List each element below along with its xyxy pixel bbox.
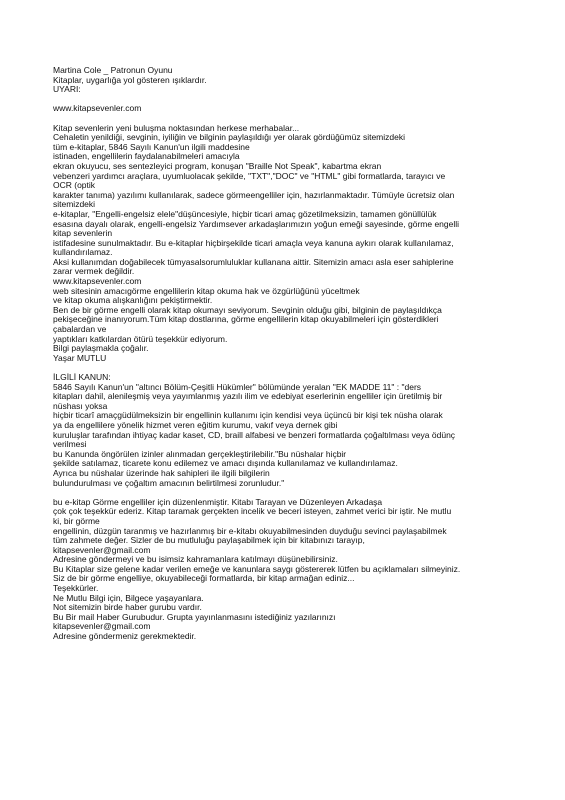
text-line: engellinin, düzgün taranmış ve hazırlanmış bir e-kitabı okuyabilmesinden duyduğu sevinci paylaşabilmek <box>53 525 447 536</box>
text-line: zarar vermek değildir. <box>53 266 135 277</box>
site-url: www.kitapsevenler.com <box>53 103 142 114</box>
text-line: Aksi kullanımdan doğabilecek tümyasalsorumluluklar kullanana aittir. Sitemizin amacı asla eser sahiplerine <box>53 256 454 267</box>
text-line: OCR (optik <box>53 180 96 191</box>
text-line: ekran okuyucu, ses sentezleyici program, konuşan "Braille Not Speak", kabartma ekran <box>53 160 382 171</box>
text-line: bulundurulması ve çoğaltım amacının belirtilmesi zorunludur." <box>53 477 285 488</box>
text-line: esasına dayalı olarak, engelli-engelsiz Yardımsever arkadaşlarımızın yoğun emeği sayesinde, görme engelli <box>53 218 460 229</box>
text-line: tüm e-kitaplar, 5846 Sayılı Kanun'un ilgili maddesine <box>53 141 250 152</box>
text-line: Bu Kitaplar size gelene kadar verilen emeğe ve kanunlara saygı göstererek lütfen bu açıklamaları silmeyiniz. <box>53 563 461 574</box>
text-line: şekilde satılamaz, ticarete konu edilemez ve amacı dışında kullanılamaz ve kullandırılamaz. <box>53 458 398 469</box>
text-line: yaptıkları katkılardan ötürü teşekkür ediyorum. <box>53 333 228 344</box>
text-line: Ayrıca bu nüshalar üzerinde hak sahipleri ile ilgili bilgilerin <box>53 467 270 478</box>
text-line: tüm zahmete değer. Sizler de bu mutluluğu paylaşabilmek için bir kitabınızı tarayıp, <box>53 535 365 546</box>
header-block <box>53 66 523 95</box>
text-line: karakter tanıma) yazılımı kullanılarak, sadece görmeengelliler için, hazırlanmaktadır. Tümüyle ücretsiz olan <box>53 189 455 200</box>
text-line: www.kitapsevenler.com <box>53 276 142 287</box>
text-line: Not sitemizin birde haber gurubu vardır. <box>53 602 202 613</box>
text-line: Bilgi paylaşmakla çoğalır. <box>53 343 149 354</box>
spacer <box>53 363 523 373</box>
text-line: sitemizdeki <box>53 199 96 210</box>
intro-paragraph <box>53 124 523 364</box>
text-line: Kitap sevenlerin yeni buluşma noktasından herkese merhabalar... <box>53 122 300 133</box>
text-line: kitapları dahil, alenileşmiş veya yayımlanmış yazılı ilim ve edebiyat eserlerinin engelliler için üretilmiş bir <box>53 391 443 402</box>
text-line: Cehaletin yenildiği, sevginin, iyiliğin ve bilginin paylaşıldığı yer olarak gördüğümüz sitemizdeki <box>53 132 405 143</box>
text-line: Ne Mutlu Bilgi için, Bilgece yaşayanlara. <box>53 592 204 603</box>
text-line: nüshası yoksa <box>53 400 108 411</box>
text-line: ki, bir görme <box>53 515 100 526</box>
text-line: kuruluşlar tarafından ihtiyaç kadar kaset, CD, braill alfabesi ve benzeri formatlarda çoğaltılması veya ödünç <box>53 429 456 440</box>
closing-paragraph <box>53 498 523 642</box>
text-line: kitap sevenlerin <box>53 228 113 239</box>
text-line: bu Kanunda öngörülen izinler alınmadan gerçekleştirilebilir."Bu nüshalar hiçbir <box>53 448 347 459</box>
text-line: web sitesinin amacıgörme engellilerin kitap okuma hak ve özgürlüğünü yüceltmek <box>53 285 360 296</box>
text-line: hiçbir ticarî amaçgüdülmeksizin bir engellinin kullanımı için kendisi veya üçüncü bir kişi tek nüsha olarak <box>53 410 443 421</box>
tagline: Kitaplar, uygarlığa yol gösteren ışıklardır. <box>53 74 207 85</box>
text-line: 5846 Sayılı Kanun'un "altıncı Bölüm-Çeşitli Hükümler" bölümünde yeralan "EK MADDE 11" : "ders <box>53 381 422 392</box>
text-line: pekişeceğine inanıyorum.Tüm kitap dostlarına, görme engellilerin kitap okuyabilmeleri için gösterdikleri <box>53 314 439 325</box>
book-title: Martina Cole _ Patronun Oyunu <box>53 65 173 75</box>
text-line: istinaden, engellilerin faydalanabilmeleri amacıyla <box>53 151 240 162</box>
text-line: ya da engellilere yönelik hizmet veren eğitim kurumu, vakıf veya dernek gibi <box>53 419 338 430</box>
text-line: Bu Bir mail Haber Gurubudur. Grupta yayınlanmasını istediğiniz yazılarınızı <box>53 611 336 622</box>
text-line: ve kitap okuma alışkanlığını pekiştirmektir. <box>53 295 213 306</box>
text-line: Yaşar MUTLU <box>53 352 107 363</box>
text-line: istifadesine sunulmaktadır. Bu e-kitaplar hiçbirşekilde ticari amaçla veya kanuna aykırı olarak kullanılamaz, <box>53 237 454 248</box>
text-line: çabalardan ve <box>53 324 107 335</box>
text-line: kullandırılamaz. <box>53 247 113 258</box>
text-line: verilmesi <box>53 439 87 450</box>
text-line: İLGİLİ KANUN: <box>53 372 111 382</box>
text-line: Siz de bir görme engelliye, okuyabileceği formatlarda, bir kitap armağan ediniz... <box>53 573 355 584</box>
text-line: kitapsevenler@gmail.com <box>53 621 151 632</box>
law-paragraph <box>53 373 523 488</box>
warning-heading: UYARI: <box>53 84 81 95</box>
text-line: kitapsevenler@gmail.com <box>53 544 151 555</box>
text-line: vebenzeri yardımcı araçlara, uyumluolacak şekilde, "TXT","DOC" ve "HTML" gibi formatlarda, tarayıcı ve <box>53 170 446 181</box>
document-page <box>53 66 523 642</box>
text-line: Adresine göndermeyi ve bu isimsiz kahramanlara katılmayı düşünebilirsiniz. <box>53 554 338 565</box>
text-line: e-kitaplar, "Engelli-engelsiz elele"düşüncesiyle, hiçbir ticari amaç gözetilmeksizin, tamamen gönüllülük <box>53 208 437 219</box>
text-line: Ben de bir görme engelli olarak kitap okumayı seviyorum. Sevginin olduğu gibi, bilginin de paylaşıldıkça <box>53 304 442 315</box>
text-line: bu e-kitap Görme engelliler için düzenlenmiştir. Kitabı Tarayan ve Düzenleyen Arkadaşa <box>53 496 383 507</box>
text-line: Teşekkürler. <box>53 583 99 594</box>
text-line: çok çok teşekkür ederiz. Kitap taramak gerçekten incelik ve beceri isteyen, zahmet verici bir iştir. Ne mutlu <box>53 506 452 517</box>
text-line: Adresine göndermeniz gerekmektedir. <box>53 631 197 642</box>
